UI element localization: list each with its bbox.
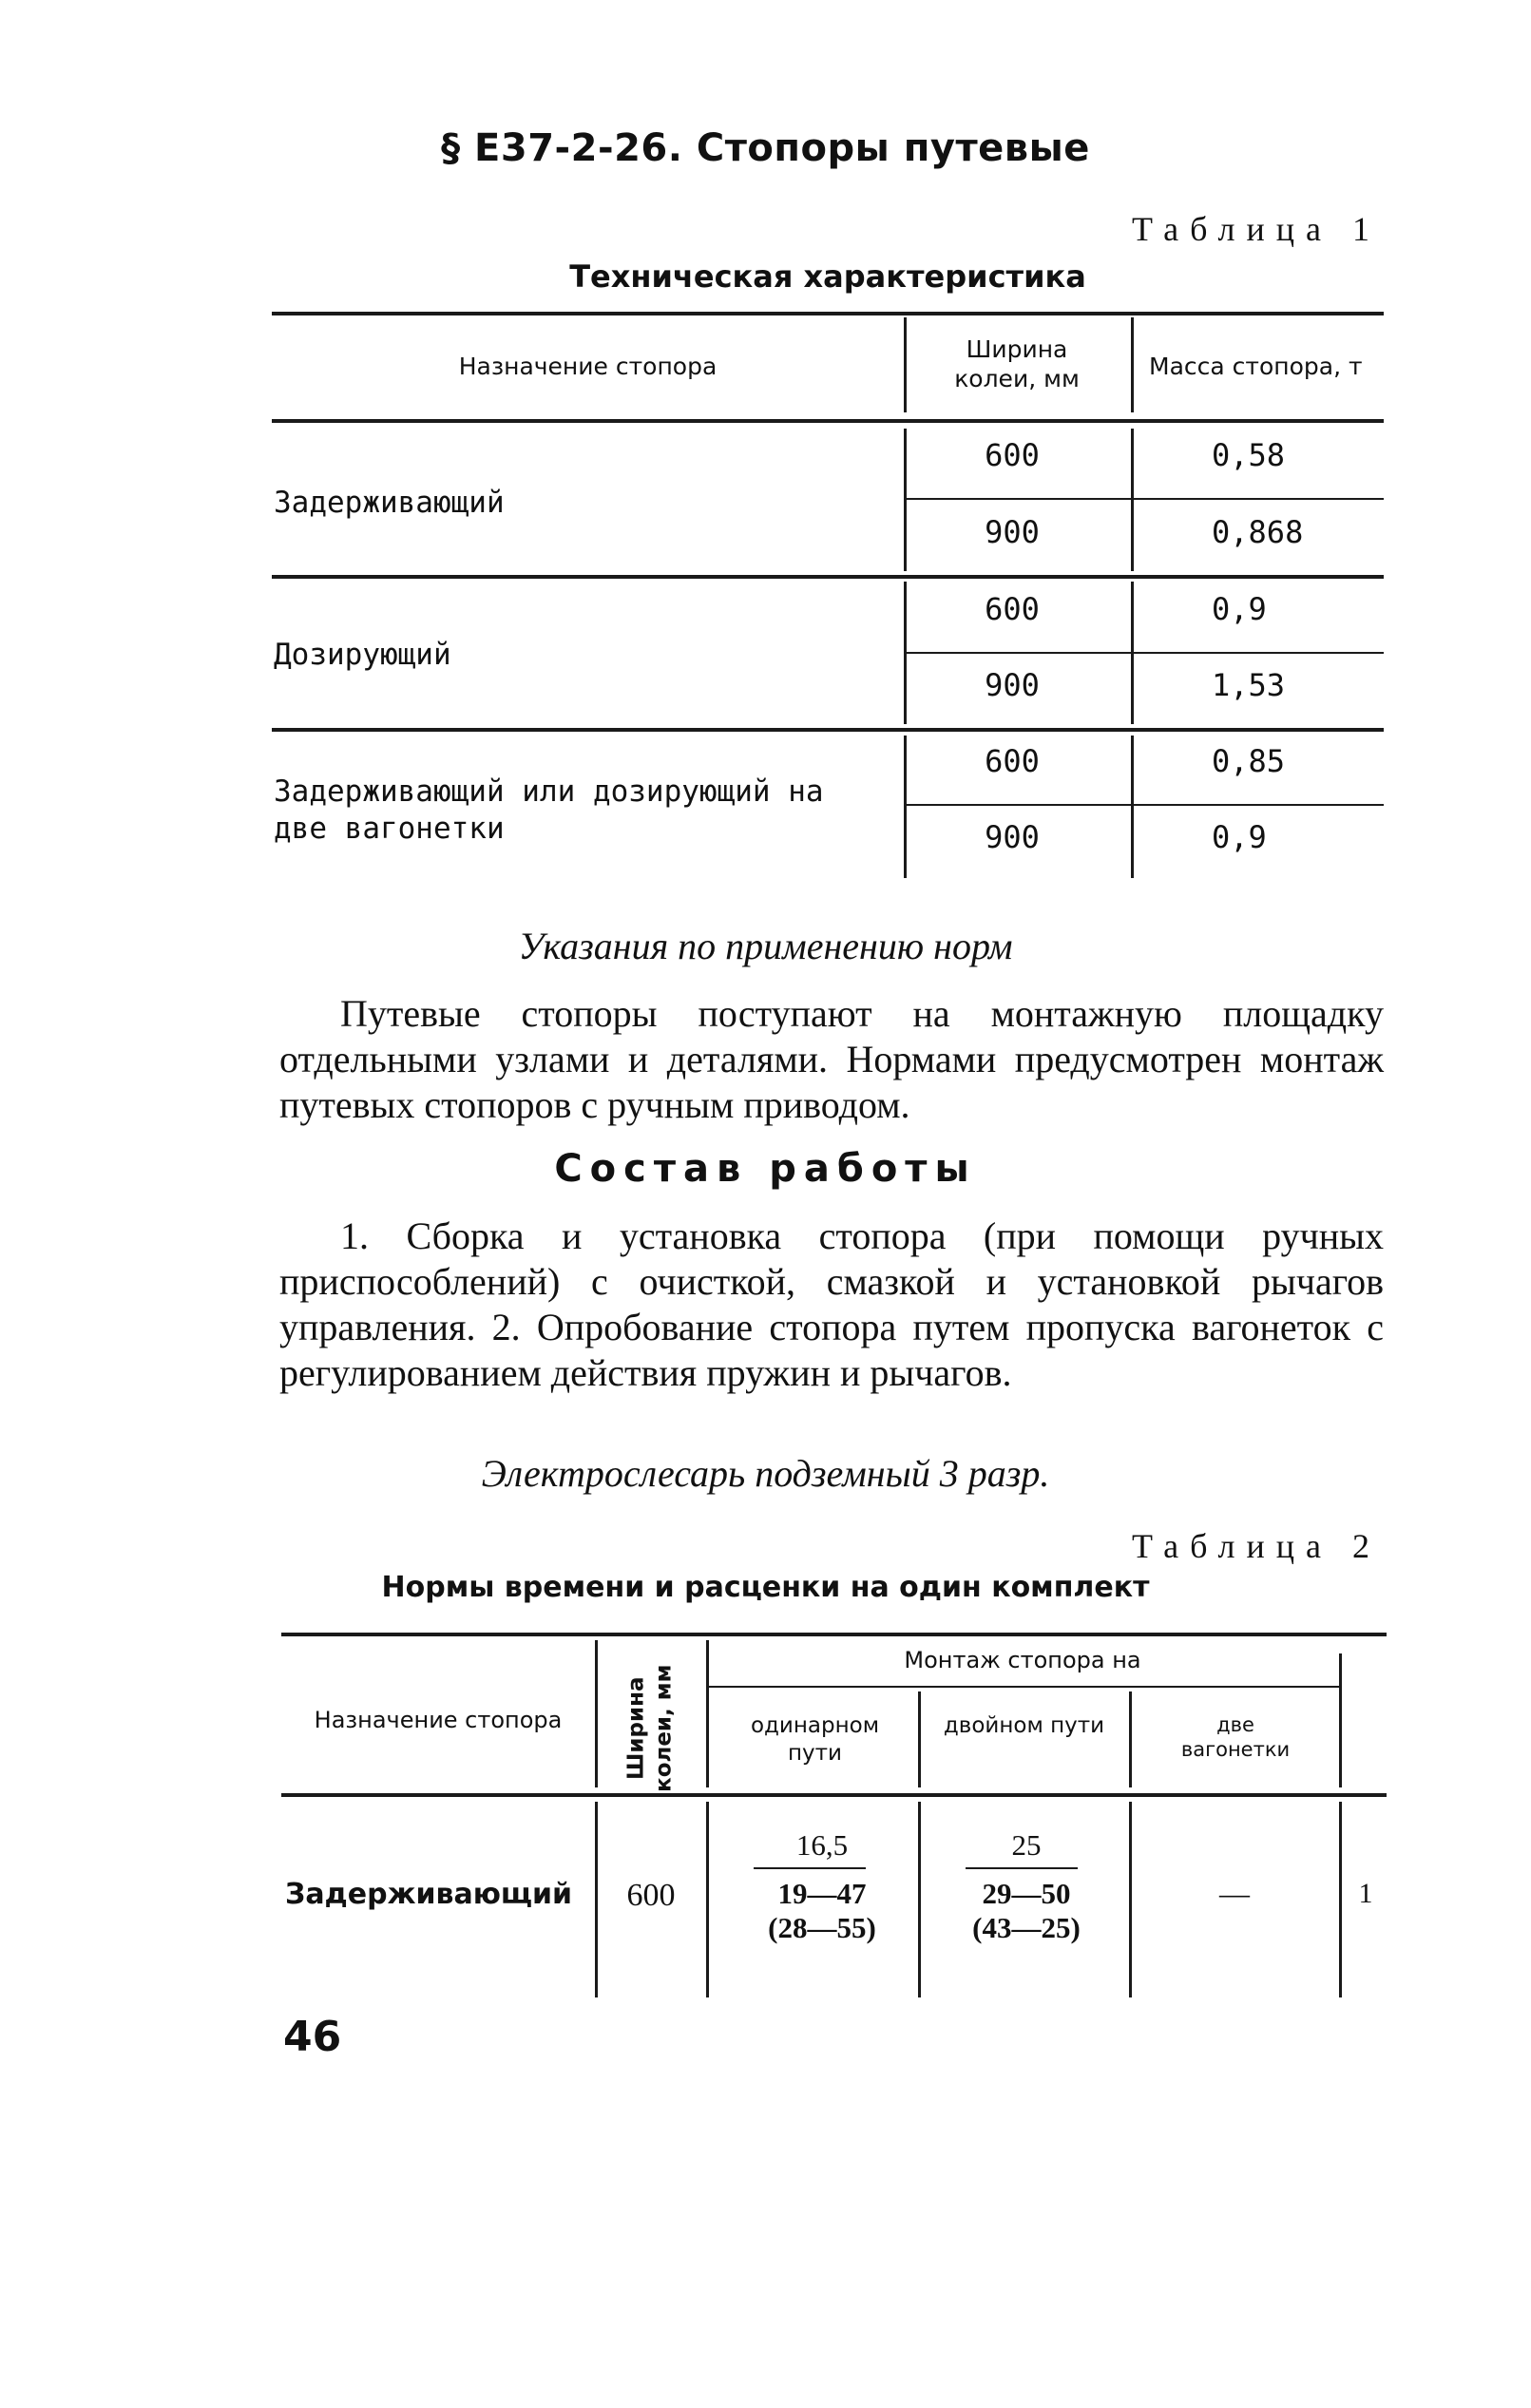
table2-row-divider-1 xyxy=(595,1802,598,1997)
instructions-paragraph: Путевые стопоры поступают на монтажную площадку отдельными узлами и деталями. Нормами предусмотрен монтаж путевых стопоров с ручным приводом. xyxy=(279,992,1384,1126)
table2-header-divider-4 xyxy=(1129,1691,1132,1787)
instructions-heading: Указания по применению норм xyxy=(518,925,1013,967)
table1-group-3-name: Задерживающий или дозирующий на две вагонетки xyxy=(274,774,824,846)
table1-g1-r2-gauge: 900 xyxy=(985,514,1040,550)
table2-row-gauge: 600 xyxy=(626,1878,676,1913)
table2-single-bottom-2: (28—55) xyxy=(768,1911,876,1944)
table2-double-bottom-2: (43—25) xyxy=(972,1911,1081,1944)
table1-label: Таблица 1 xyxy=(1132,210,1381,248)
table1-g1-bottom-rule xyxy=(272,575,1384,579)
table2-row-name: Задерживающий xyxy=(285,1878,573,1911)
table2-header-gauge: Ширина колеи, мм xyxy=(623,1664,676,1792)
table2-row-divider-3 xyxy=(918,1802,921,1997)
table1-g1-mid-rule xyxy=(904,498,1384,500)
table1-header-purpose: Назначение стопора xyxy=(458,353,718,380)
table1-header-divider-1 xyxy=(904,317,907,412)
table1-group-1-divider-2 xyxy=(1131,429,1134,571)
table1-caption: Техническая характеристика xyxy=(569,258,1086,295)
table2-row-index: 1 xyxy=(1358,1878,1373,1909)
table1-group-1-name: Задерживающий xyxy=(274,486,505,520)
table1-group-3-divider-1 xyxy=(904,736,907,878)
table1-group-3-divider-2 xyxy=(1131,736,1134,878)
table1-g2-bottom-rule xyxy=(272,728,1384,732)
table1-g2-r1-mass: 0,9 xyxy=(1212,591,1267,627)
table1-g2-r2-mass: 1,53 xyxy=(1212,667,1286,703)
table2-header-double: двойном пути xyxy=(943,1713,1105,1738)
table1-g3-mid-rule xyxy=(904,804,1384,806)
table1-header-mass: Масса стопора, т xyxy=(1149,353,1363,380)
table2-header-two-wagons: две вагонетки xyxy=(1180,1713,1291,1762)
table2-single-bar xyxy=(754,1867,866,1869)
table1-g3-r1-mass: 0,85 xyxy=(1212,743,1286,779)
table1-g3-r2-gauge: 900 xyxy=(985,819,1040,855)
table2-caption: Нормы времени и расценки на один комплект xyxy=(381,1571,1150,1604)
table1-g1-r1-gauge: 600 xyxy=(985,437,1040,473)
table2-row-divider-4 xyxy=(1129,1802,1132,1997)
table2-double-top: 25 xyxy=(1011,1828,1042,1862)
table2-header-divider-3 xyxy=(918,1691,921,1787)
table2-header-purpose: Назначение стопора xyxy=(314,1707,563,1733)
table2-double-bottom-1: 29—50 xyxy=(982,1877,1071,1910)
worker-line: Электрослесарь подземный 3 разр. xyxy=(481,1452,1050,1495)
table1-header-gauge: Ширина колеи, мм xyxy=(954,335,1080,393)
table2-header-rule xyxy=(281,1793,1387,1797)
table2-header-divider-5 xyxy=(1339,1653,1342,1787)
table2-header-mounting: Монтаж стопора на xyxy=(904,1647,1141,1673)
table2-header-single: одинарном пути xyxy=(750,1713,880,1766)
table2-header-sub-rule xyxy=(706,1686,1339,1688)
table1-g3-r1-gauge: 600 xyxy=(985,743,1040,779)
table2-single-bottom-1: 19—47 xyxy=(777,1877,867,1910)
table1-g1-r2-mass: 0,868 xyxy=(1212,514,1304,550)
section-title: § Е37-2-26. Стопоры путевые xyxy=(441,126,1090,170)
table1-g1-r1-mass: 0,58 xyxy=(1212,437,1286,473)
table2-double-bar xyxy=(966,1867,1078,1869)
table2-two-wagons-value: — xyxy=(1219,1876,1250,1910)
table2-row-divider-2 xyxy=(706,1802,709,1997)
table1-group-1-divider-1 xyxy=(904,429,907,571)
table2-top-rule xyxy=(281,1633,1387,1636)
work-paragraph: 1. Сборка и установка стопора (при помощи ручных приспособлений) с очисткой, смазкой и установкой рычагов управления. 2. Опробование стопора путем пропуска вагонеток с регулированием действия пружин и рычагов. xyxy=(279,1214,1384,1394)
table2-header-divider-1 xyxy=(595,1640,598,1787)
table2-single-top: 16,5 xyxy=(795,1828,849,1862)
table1-group-2-name: Дозирующий xyxy=(274,638,451,672)
page-number: 46 xyxy=(283,2013,342,2061)
table1-g2-r1-gauge: 600 xyxy=(985,591,1040,627)
table1-g2-r2-gauge: 900 xyxy=(985,667,1040,703)
table1-g3-r2-mass: 0,9 xyxy=(1212,819,1267,855)
table1-header-rule xyxy=(272,419,1384,423)
table2-label: Таблица 2 xyxy=(1132,1527,1381,1565)
work-heading: Состав работы xyxy=(554,1147,977,1191)
table1-g2-mid-rule xyxy=(904,652,1384,654)
table1-top-rule xyxy=(272,312,1384,315)
